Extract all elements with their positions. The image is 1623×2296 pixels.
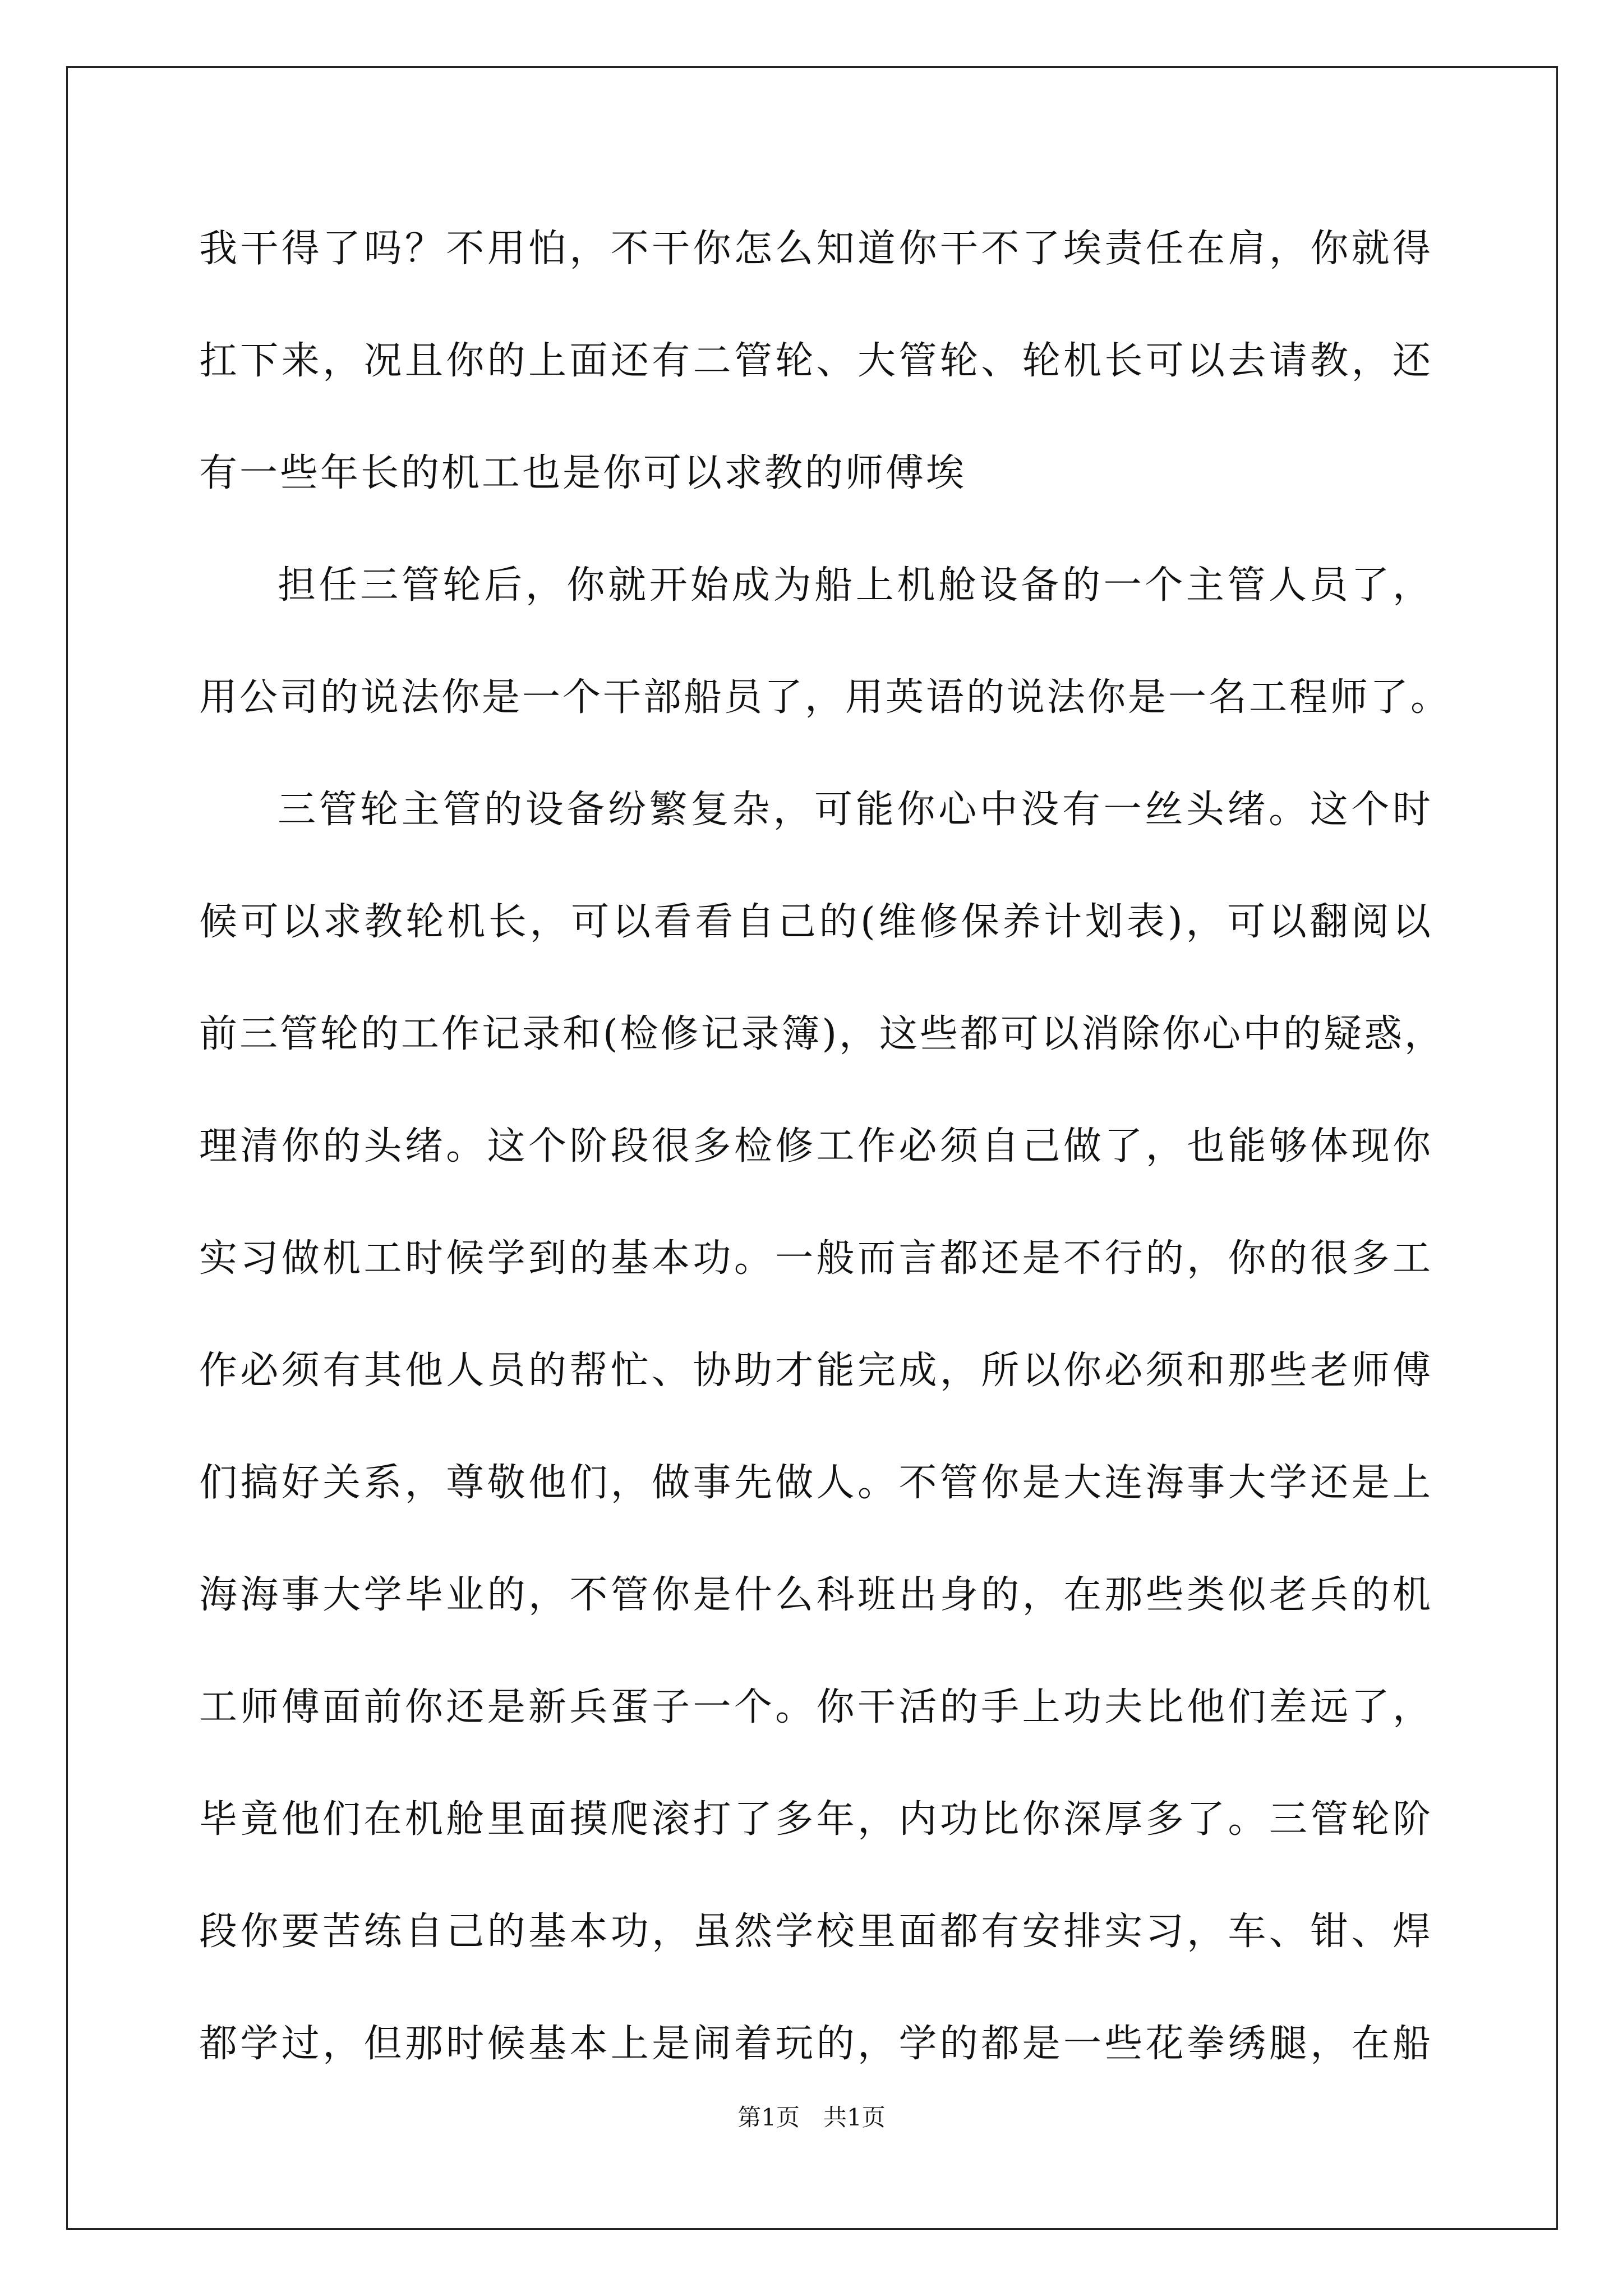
text-line: 用公司的说法你是一个干部船员了，用英语的说法你是一名工程师了。 — [199, 675, 1451, 720]
text-line: 候可以求教轮机长，可以看看自己的(维修保养计划表)，可以翻阅以 — [199, 900, 1433, 944]
text-line: 工师傅面前你还是新兵蛋子一个。你干活的手上功夫比他们差远了， — [199, 1685, 1433, 1729]
text-line: 们搞好关系，尊敬他们，做事先做人。不管你是大连海事大学还是上 — [199, 1461, 1433, 1505]
text-line: 都学过，但那时候基本上是闹着玩的，学的都是一些花拳绣腿，在船 — [199, 2022, 1433, 2066]
text-line: 段你要苦练自己的基本功，虽然学校里面都有安排实习，车、钳、焊 — [199, 1910, 1433, 1954]
page-number-footer: 第1页 共1页 — [737, 2104, 886, 2131]
text-line: 毕竟他们在机舱里面摸爬滚打了多年，内功比你深厚多了。三管轮阶 — [199, 1797, 1433, 1842]
text-line: 我干得了吗？不用怕，不干你怎么知道你干不了埃责任在肩，你就得 — [199, 227, 1433, 271]
text-line: 前三管轮的工作记录和(检修记录簿)，这些都可以消除你心中的疑惑， — [199, 1012, 1445, 1056]
text-line: 三管轮主管的设备纷繁复杂，可能你心中没有一丝头绪。这个时 — [278, 788, 1433, 832]
text-line: 有一些年长的机工也是你可以求教的师傅埃 — [199, 451, 967, 495]
text-line: 理清你的头绪。这个阶段很多检修工作必须自己做了，也能够体现你 — [199, 1124, 1433, 1168]
text-line: 实习做机工时候学到的基本功。一般而言都还是不行的，你的很多工 — [199, 1236, 1433, 1281]
text-line: 担任三管轮后，你就开始成为船上机舱设备的一个主管人员了， — [278, 563, 1433, 608]
text-line: 海海事大学毕业的，不管你是什么科班出身的，在那些类似老兵的机 — [199, 1573, 1433, 1617]
text-line: 作必须有其他人员的帮忙、协助才能完成，所以你必须和那些老师傅 — [199, 1349, 1433, 1393]
text-line: 扛下来，况且你的上面还有二管轮、大管轮、轮机长可以去请教，还 — [199, 339, 1433, 383]
